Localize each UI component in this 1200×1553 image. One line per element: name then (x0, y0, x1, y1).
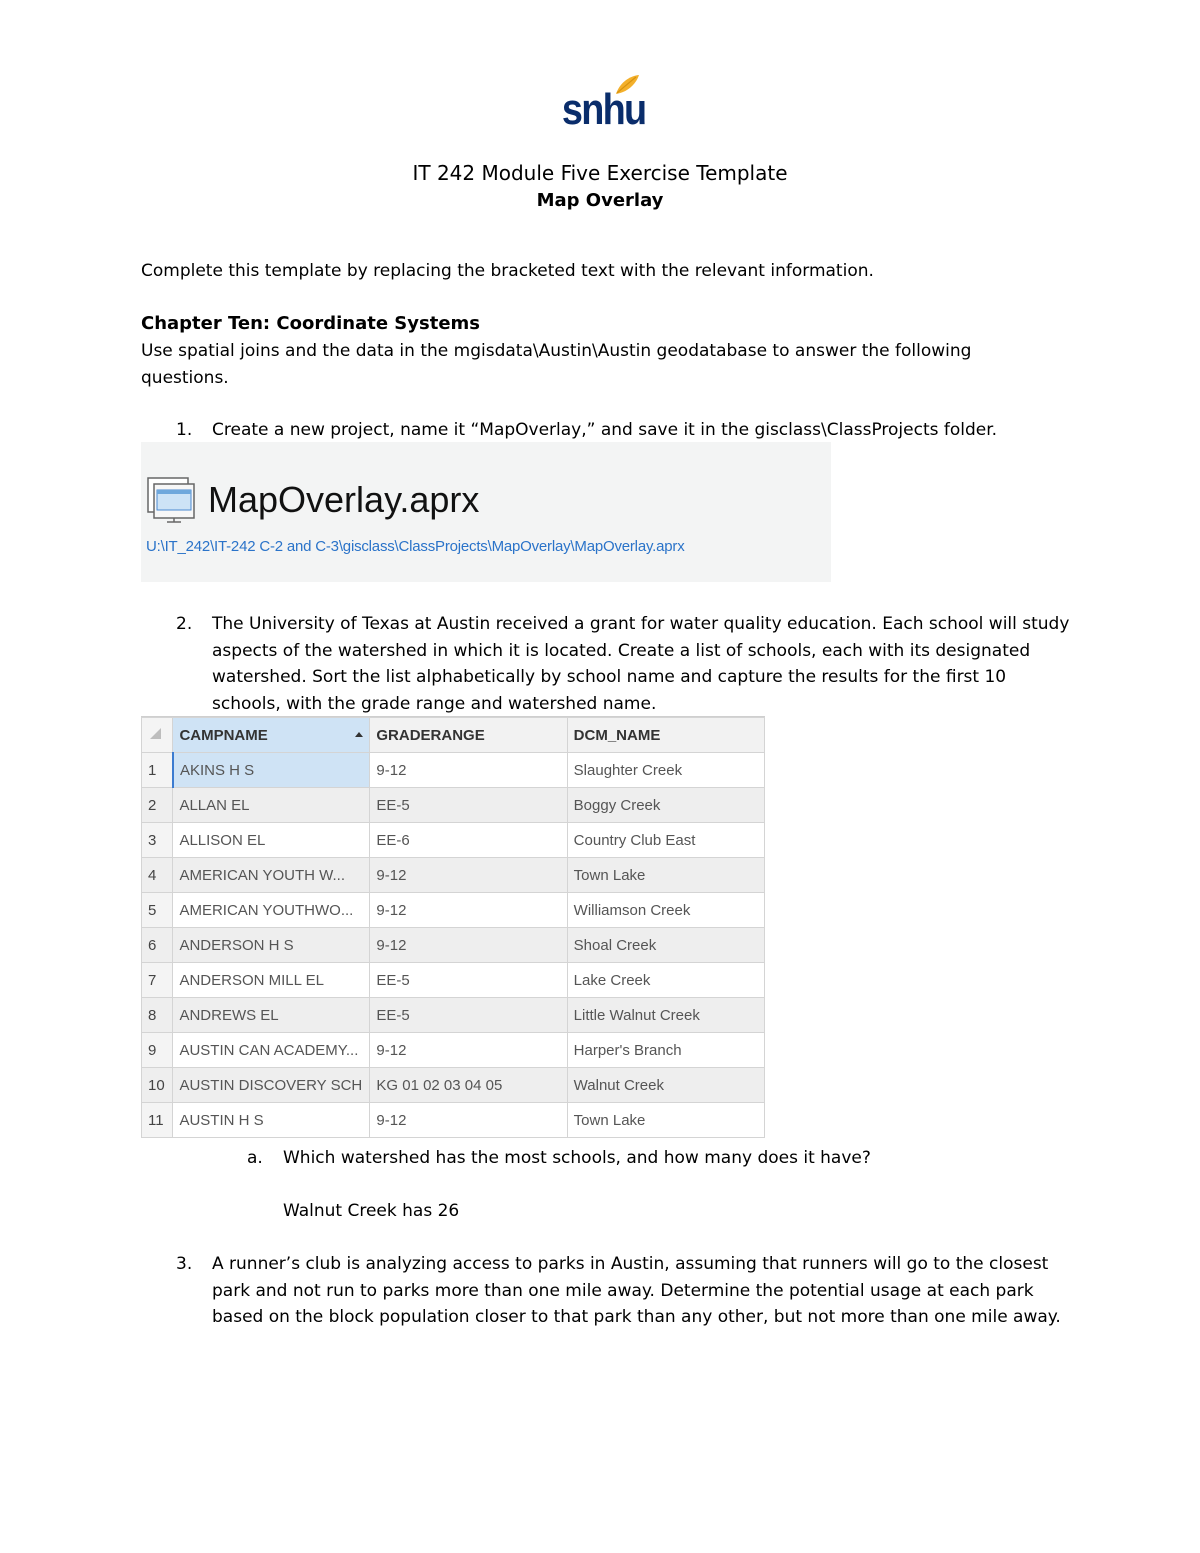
graderange-cell[interactable]: KG 01 02 03 04 05 (370, 1068, 567, 1103)
q2-text: The University of Texas at Austin received a grant for water quality education. Each school will study aspects of the watershed in which it is located. Create a list of schools, each with its designated watershed. Sort the list alphabetically by school name and capture the results for the first 10 schools, with the grade range and watershed name. (212, 614, 1070, 714)
campname-cell[interactable]: ALLISON EL (173, 823, 370, 858)
q2-number: 2. (176, 614, 193, 634)
graderange-cell[interactable]: 9-12 (370, 1033, 567, 1068)
graderange-cell[interactable]: 9-12 (370, 1103, 567, 1138)
snhu-logo (556, 74, 646, 134)
dcm-name-cell[interactable]: Slaughter Creek (567, 753, 764, 788)
campname-cell[interactable]: AUSTIN CAN ACADEMY... (173, 1033, 370, 1068)
qa-text: Which watershed has the most schools, and how many does it have? (283, 1148, 871, 1168)
sort-ascending-icon (355, 732, 363, 737)
graderange-cell[interactable]: 9-12 (370, 893, 567, 928)
dcm-name-cell[interactable]: Walnut Creek (567, 1068, 764, 1103)
logo-text: snhu (561, 85, 646, 134)
qa-letter: a. (247, 1148, 263, 1168)
dcm-name-cell[interactable]: Lake Creek (567, 963, 764, 998)
table-row[interactable] (142, 893, 765, 928)
row-number[interactable]: 1 (142, 753, 173, 788)
q1-text: Create a new project, name it “MapOverlay,” and save it in the gisclass\ClassProjects folder. (212, 420, 998, 440)
campname-cell[interactable]: AKINS H S (173, 753, 370, 788)
schools-attribute-table (141, 716, 765, 1129)
dcm-name-cell[interactable]: Town Lake (567, 1103, 764, 1138)
document-title: IT 242 Module Five Exercise Template (412, 161, 788, 185)
graderange-cell[interactable]: EE-5 (370, 788, 567, 823)
q3-text: A runner’s club is analyzing access to parks in Austin, assuming that runners will go to the closest park and not run to parks more than one mile away. Determine the potential usage at each park based on the block population closer to that park than any other, but not more than one mile away. (212, 1254, 1061, 1327)
campname-cell[interactable]: AMERICAN YOUTH W... (173, 858, 370, 893)
dcm-name-cell[interactable]: Shoal Creek (567, 928, 764, 963)
campname-cell[interactable]: ANDREWS EL (173, 998, 370, 1033)
document-subtitle: Map Overlay (536, 190, 664, 211)
table-row[interactable] (142, 823, 765, 858)
dcm-name-cell[interactable]: Country Club East (567, 823, 764, 858)
campname-cell[interactable]: AMERICAN YOUTHWO... (173, 893, 370, 928)
row-number[interactable]: 4 (142, 858, 173, 893)
project-file-name: MapOverlay.aprx (208, 479, 480, 520)
table-row[interactable] (142, 928, 765, 963)
chapter-heading: Chapter Ten: Coordinate Systems (141, 313, 480, 334)
select-all-corner[interactable] (142, 718, 173, 753)
row-number[interactable]: 7 (142, 963, 173, 998)
dcm-name-cell[interactable]: Harper's Branch (567, 1033, 764, 1068)
dcm-name-cell[interactable]: Boggy Creek (567, 788, 764, 823)
project-file-icon (147, 476, 197, 524)
table-row[interactable] (142, 1103, 765, 1138)
project-file-path[interactable]: U:\IT_242\IT-242 C-2 and C-3\gisclass\ClassProjects\MapOverlay\MapOverlay.aprx (146, 538, 685, 555)
row-number[interactable]: 9 (142, 1033, 173, 1068)
intro-text: Complete this template by replacing the bracketed text with the relevant information. (141, 261, 874, 281)
table-row[interactable] (142, 998, 765, 1033)
table-row[interactable] (142, 1068, 765, 1103)
graderange-cell[interactable]: 9-12 (370, 928, 567, 963)
chapter-body: Use spatial joins and the data in the mgisdata\Austin\Austin geodatabase to answer the following questions. (141, 341, 972, 388)
qa-answer: Walnut Creek has 26 (283, 1201, 460, 1221)
campname-cell[interactable]: ANDERSON H S (173, 928, 370, 963)
q3-number: 3. (176, 1254, 193, 1274)
table-row[interactable] (142, 858, 765, 893)
table-row[interactable] (142, 963, 765, 998)
table-row[interactable] (142, 753, 765, 788)
row-number[interactable]: 6 (142, 928, 173, 963)
graderange-cell[interactable]: EE-6 (370, 823, 567, 858)
campname-cell[interactable]: ANDERSON MILL EL (173, 963, 370, 998)
campname-cell[interactable]: AUSTIN DISCOVERY SCH (173, 1068, 370, 1103)
table-row[interactable] (142, 1033, 765, 1068)
campname-cell[interactable]: AUSTIN H S (173, 1103, 370, 1138)
row-number[interactable]: 11 (142, 1103, 173, 1138)
q1-number: 1. (176, 420, 193, 440)
graderange-cell[interactable]: 9-12 (370, 753, 567, 788)
graderange-cell[interactable]: 9-12 (370, 858, 567, 893)
row-number[interactable]: 8 (142, 998, 173, 1033)
row-number[interactable]: 2 (142, 788, 173, 823)
dcm-name-cell[interactable]: Town Lake (567, 858, 764, 893)
dcm-name-cell[interactable]: Williamson Creek (567, 893, 764, 928)
table-row[interactable] (142, 788, 765, 823)
row-number[interactable]: 10 (142, 1068, 173, 1103)
column-header-campname[interactable]: CAMPNAME (173, 718, 370, 753)
project-file-screenshot (141, 442, 831, 582)
dcm-name-cell[interactable]: Little Walnut Creek (567, 998, 764, 1033)
row-number[interactable]: 3 (142, 823, 173, 858)
corner-triangle-icon (148, 726, 162, 740)
column-header-graderange[interactable]: GRADERANGE (370, 718, 567, 753)
graderange-cell[interactable]: EE-5 (370, 963, 567, 998)
graderange-cell[interactable]: EE-5 (370, 998, 567, 1033)
row-number[interactable]: 5 (142, 893, 173, 928)
column-header-dcm-name[interactable]: DCM_NAME (567, 718, 764, 753)
campname-cell[interactable]: ALLAN EL (173, 788, 370, 823)
table-header-row (142, 718, 765, 753)
